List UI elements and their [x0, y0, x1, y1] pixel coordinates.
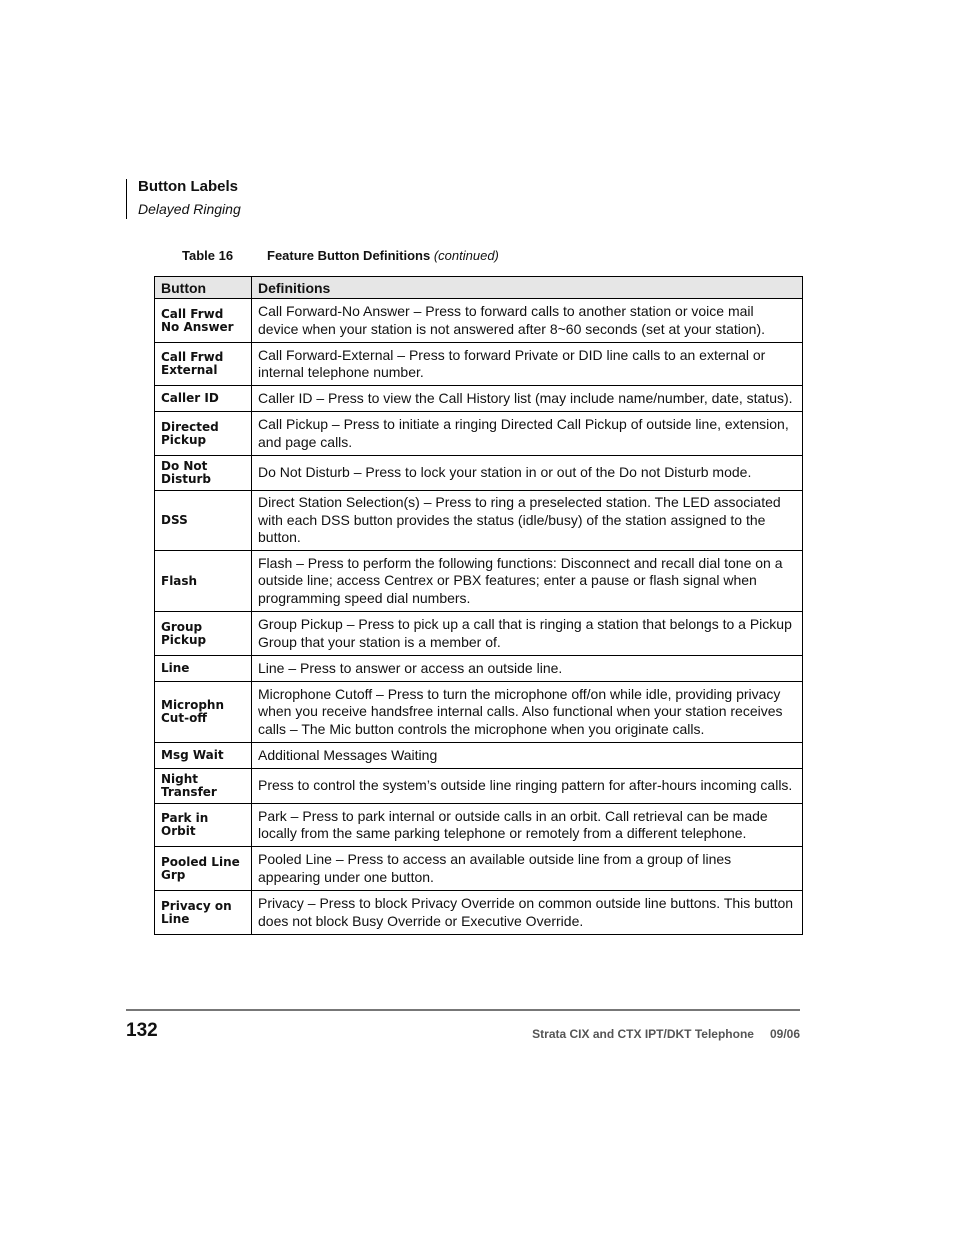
- definition-cell: Pooled Line – Press to access an available outside line from a group of lines appearing under one button.: [252, 847, 803, 891]
- definition-cell: Privacy – Press to block Privacy Override on common outside line buttons. This button does not block Busy Override or Executive Override.: [252, 891, 803, 935]
- table-row: [155, 682, 803, 743]
- definition-cell: Press to control the system’s outside line ringing pattern for after-hours incoming calls.: [252, 769, 803, 804]
- feature-button-table: [154, 276, 803, 935]
- footer-doc-title: Strata CIX and CTX IPT/DKT Telephone: [532, 1027, 754, 1041]
- definition-cell: Call Forward-External – Press to forward Private or DID line calls to an external or internal telephone number.: [252, 343, 803, 386]
- header-rule: [126, 179, 127, 219]
- table-row: [155, 656, 803, 682]
- table-header-row: [155, 277, 803, 299]
- button-label-cell: Line: [155, 656, 252, 682]
- definition-cell: Flash – Press to perform the following functions: Disconnect and recall dial tone on a outside line; access Centrex or PBX features; enter a pause or flash signal when programming speed dial numbers.: [252, 551, 803, 612]
- table-row: [155, 847, 803, 891]
- definition-cell: Additional Messages Waiting: [252, 743, 803, 769]
- table-row: [155, 804, 803, 847]
- button-label-cell: Group Pickup: [155, 612, 252, 656]
- button-label-cell: Msg Wait: [155, 743, 252, 769]
- button-label-cell: Night Transfer: [155, 769, 252, 804]
- definition-cell: Do Not Disturb – Press to lock your station in or out of the Do not Disturb mode.: [252, 456, 803, 491]
- table-continued: (continued): [433, 248, 499, 263]
- page-number: 132: [126, 1020, 158, 1041]
- column-header-definitions: Definitions: [252, 277, 803, 299]
- definition-cell: Caller ID – Press to view the Call History list (may include name/number, date, status).: [252, 386, 803, 412]
- column-header-button: Button: [155, 277, 252, 299]
- definition-cell: Call Pickup – Press to initiate a ringing Directed Call Pickup of outside line, extension, and page calls.: [252, 412, 803, 456]
- table-number: Table 16: [182, 248, 234, 263]
- table-row: [155, 386, 803, 412]
- button-label-cell: Microphn Cut-off: [155, 682, 252, 743]
- definition-cell: Microphone Cutoff – Press to turn the microphone off/on while idle, providing privacy when you receive handsfree internal calls. Also functional when your station receives calls – The Mic button controls the microphone when you originate calls.: [252, 682, 803, 743]
- button-label-cell: Directed Pickup: [155, 412, 252, 456]
- button-label-cell: Park in Orbit: [155, 804, 252, 847]
- table-row: [155, 343, 803, 386]
- table-row: [155, 456, 803, 491]
- section-title: Button Labels: [138, 178, 238, 195]
- button-label-cell: Call Frwd No Answer: [155, 299, 252, 343]
- button-label-cell: DSS: [155, 491, 252, 551]
- table-row: [155, 491, 803, 551]
- button-label-cell: Call Frwd External: [155, 343, 252, 386]
- table-row: [155, 412, 803, 456]
- table-row: [155, 891, 803, 935]
- section-subtitle: Delayed Ringing: [138, 201, 241, 217]
- definition-cell: Line – Press to answer or access an outside line.: [252, 656, 803, 682]
- table-row: [155, 743, 803, 769]
- definition-cell: Call Forward-No Answer – Press to forward calls to another station or voice mail device when your station is not answered after 8~60 seconds (set at your station).: [252, 299, 803, 343]
- table-title: Feature Button Definitions: [267, 248, 431, 263]
- button-label-cell: Privacy on Line: [155, 891, 252, 935]
- table-row: [155, 551, 803, 612]
- button-label-cell: Pooled Line Grp: [155, 847, 252, 891]
- button-label-cell: Flash: [155, 551, 252, 612]
- table-caption: [182, 248, 499, 263]
- table-row: [155, 769, 803, 804]
- button-label-cell: Do Not Disturb: [155, 456, 252, 491]
- table-row: [155, 612, 803, 656]
- definition-cell: Park – Press to park internal or outside calls in an orbit. Call retrieval can be made locally from the same parking telephone or remotely from a different telephone.: [252, 804, 803, 847]
- footer-date: 09/06: [769, 1027, 800, 1041]
- definition-cell: Group Pickup – Press to pick up a call that is ringing a station that belongs to a Pickup Group that your station is a member of.: [252, 612, 803, 656]
- table-row: [155, 299, 803, 343]
- footer-rule: [126, 1009, 800, 1011]
- definition-cell: Direct Station Selection(s) – Press to ring a preselected station. The LED associated with each DSS button provides the status (idle/busy) of the station assigned to the button.: [252, 491, 803, 551]
- footer-doc-info: [532, 1027, 800, 1041]
- button-label-cell: Caller ID: [155, 386, 252, 412]
